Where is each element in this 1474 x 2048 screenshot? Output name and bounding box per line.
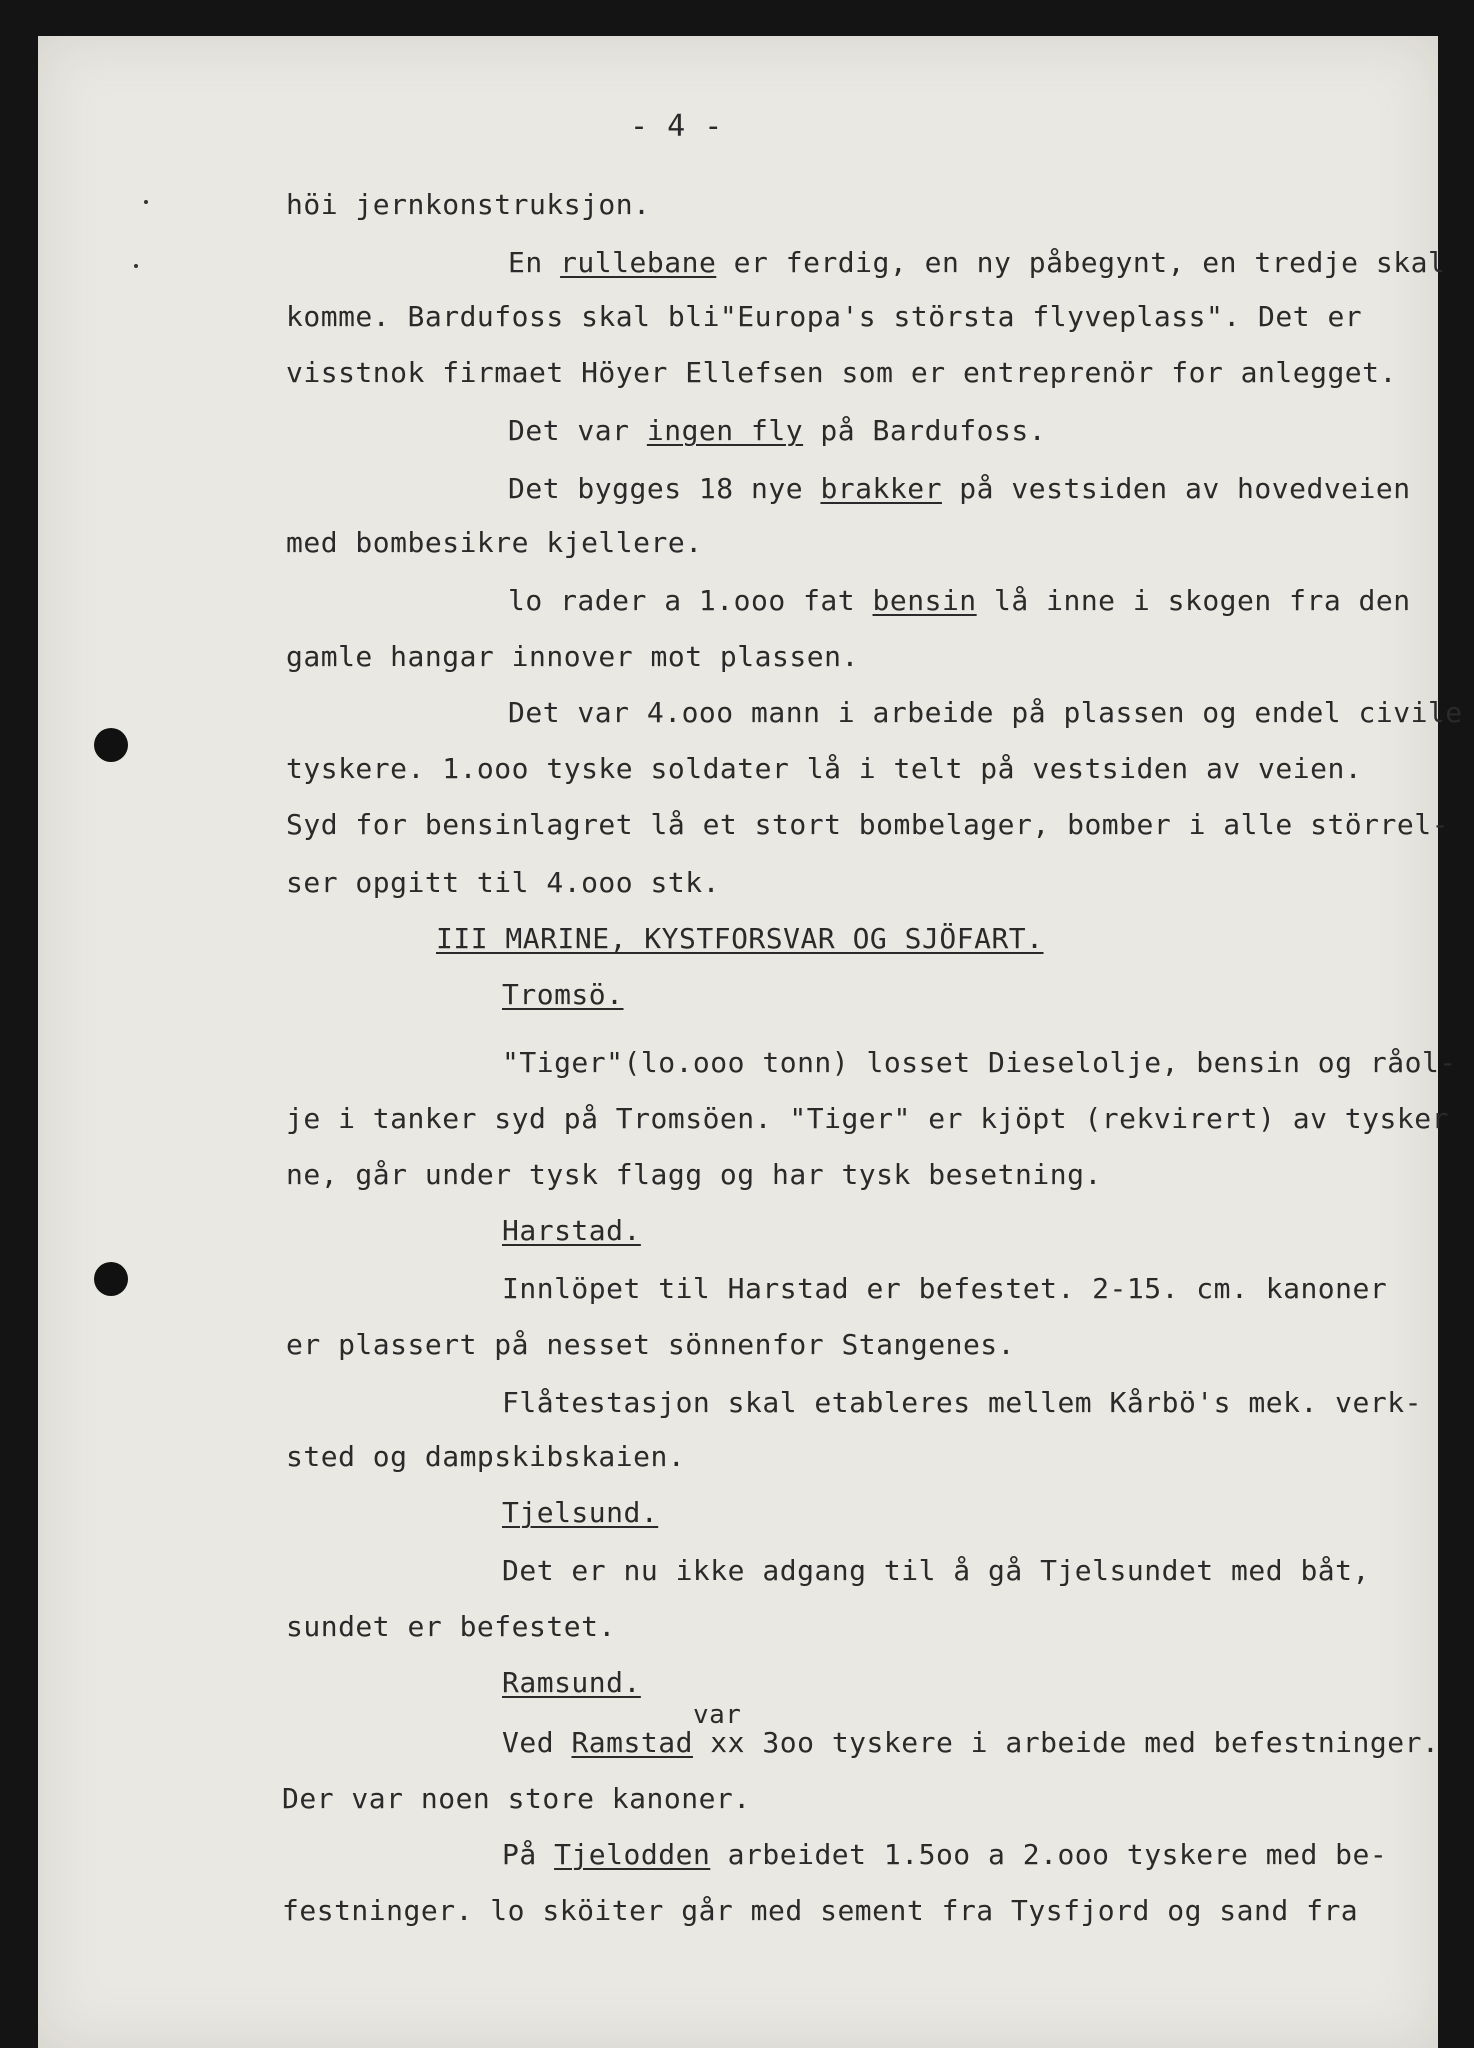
text-span: Det var <box>508 414 647 447</box>
text-span: på Bardufoss. <box>803 414 1047 447</box>
subheading-tjelsund: Tjelsund. <box>502 1496 659 1529</box>
subheading-tromso: Tromsö. <box>502 978 624 1011</box>
underlined-term: bensin <box>872 584 977 617</box>
text-line: gamle hangar innover mot plassen. <box>286 640 859 673</box>
text-line <box>508 414 1046 448</box>
text-line: sted og dampskibskaien. <box>286 1440 686 1473</box>
underlined-term: rullebane <box>560 246 717 279</box>
subheading-ramsund: Ramsund. <box>502 1666 641 1699</box>
text-line <box>502 1726 1439 1760</box>
text-span: arbeidet 1.5oo a 2.ooo tyskere med be- <box>710 1838 1388 1871</box>
text-line: höi jernkonstruksjon. <box>286 188 651 221</box>
text-line: je i tanker syd på Tromsöen. "Tiger" er kjöpt (rekvirert) av tysker <box>286 1102 1449 1135</box>
text-line: "Tiger"(lo.ooo tonn) losset Dieselolje, bensin og råol- <box>502 1046 1457 1079</box>
text-line: tyskere. 1.ooo tyske soldater lå i telt på vestsiden av veien. <box>286 752 1363 785</box>
punch-hole <box>94 728 128 762</box>
underlined-term: Tjelodden <box>554 1838 711 1871</box>
text-line: ser opgitt til 4.ooo stk. <box>286 866 720 899</box>
text-line: festninger. lo sköiter går med sement fra Tysfjord og sand fra <box>282 1894 1359 1927</box>
text-line: ne, går under tysk flagg og har tysk besetning. <box>286 1158 1102 1191</box>
punch-hole <box>94 1262 128 1296</box>
text-line: sundet er befestet. <box>286 1610 616 1643</box>
text-line: er plassert på nesset sönnenfor Stangenes. <box>286 1328 1016 1361</box>
text-line: Det er nu ikke adgang til å gå Tjelsundet med båt, <box>502 1554 1370 1587</box>
text-span: 3oo tyskere i arbeide med befestninger. <box>745 1726 1440 1759</box>
page-number: - 4 - <box>630 109 723 144</box>
text-span: En <box>508 246 561 279</box>
text-line: komme. Bardufoss skal bli"Europa's största flyveplass". Det er <box>286 300 1363 333</box>
underlined-term: ingen fly <box>646 414 804 447</box>
text-line: med bombesikre kjellere. <box>286 526 703 559</box>
text-line <box>508 246 1445 280</box>
text-span: Ved <box>502 1726 572 1759</box>
text-line: Syd for bensinlagret lå et stort bombelager, bomber i alle störrel- <box>286 808 1449 841</box>
text-line: Flåtestasjon skal etableres mellem Kårbö's mek. verk- <box>502 1386 1422 1419</box>
document-page <box>38 36 1463 2048</box>
text-line: Der var noen store kanoner. <box>282 1782 751 1815</box>
text-span: lå inne i skogen fra den <box>976 584 1411 617</box>
speck-mark <box>134 264 138 268</box>
text-line <box>508 472 1411 506</box>
text-line: Det var 4.ooo mann i arbeide på plassen og endel civile <box>508 696 1463 729</box>
underlined-term: brakker <box>820 472 942 505</box>
section-heading: III MARINE, KYSTFORSVAR OG SJÖFART. <box>436 922 1044 955</box>
text-span: Det bygges 18 nye <box>508 472 821 505</box>
handwritten-insertion: var <box>693 1700 742 1730</box>
struck-text: xx <box>692 1726 746 1759</box>
text-line <box>508 584 1411 618</box>
text-line: visstnok firmaet Höyer Ellefsen som er entreprenör for anlegget. <box>286 356 1397 389</box>
text-span: på vestsiden av hovedveien <box>941 472 1411 505</box>
subheading-harstad: Harstad. <box>502 1214 641 1247</box>
underlined-term: Ramstad <box>571 1726 693 1759</box>
text-line: Innlöpet til Harstad er befestet. 2-15. cm. kanoner <box>502 1272 1388 1305</box>
text-span: På <box>502 1838 555 1871</box>
text-span: er ferdig, en ny påbegynt, en tredje skal <box>716 246 1446 279</box>
speck-mark <box>144 200 148 204</box>
text-line <box>502 1838 1387 1872</box>
text-span: lo rader a 1.ooo fat <box>508 584 873 617</box>
